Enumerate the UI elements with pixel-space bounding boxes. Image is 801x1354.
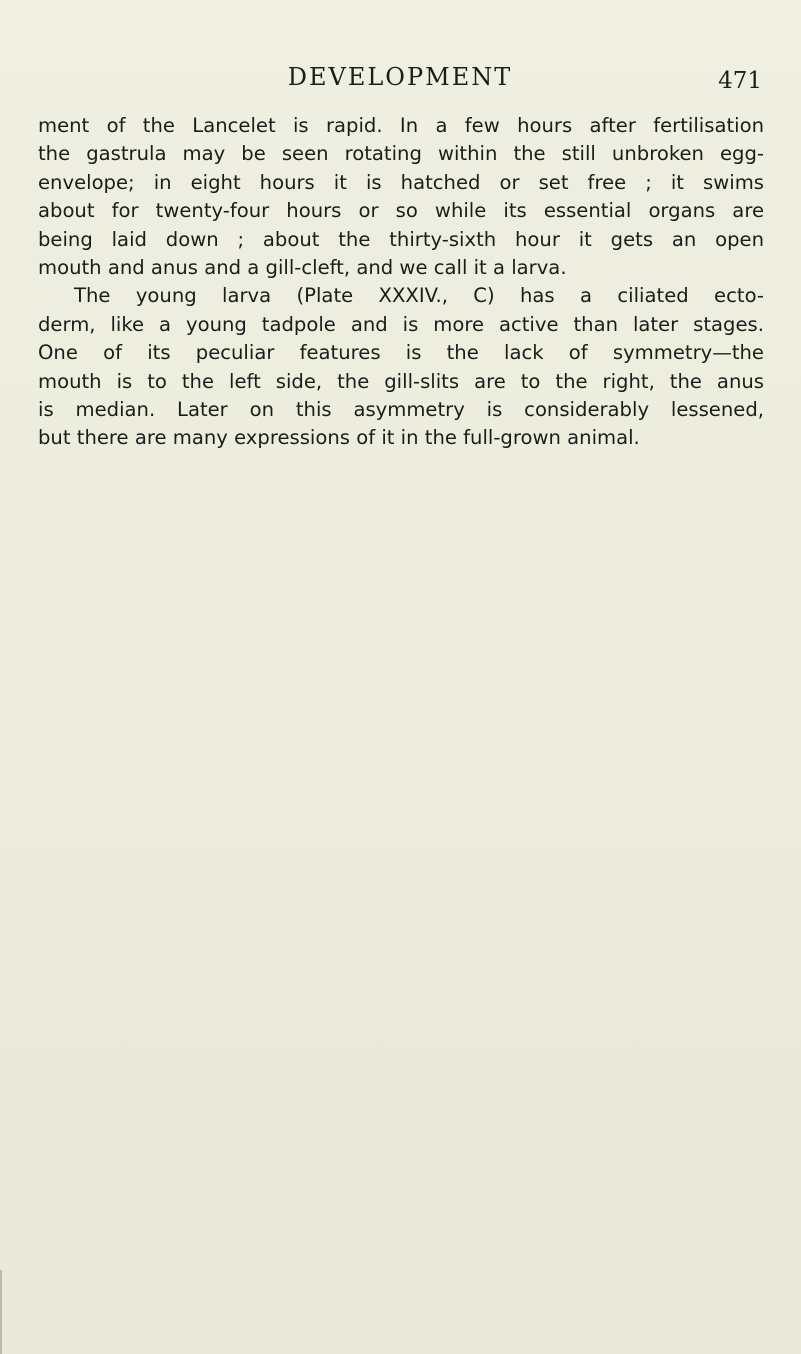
running-head — [38, 62, 762, 96]
text-line: mouth and anus and a gill-cleft, and we call it a larva. — [38, 255, 567, 279]
text-line: mouth is to the left side, the gill-slits are to the right, the anus — [38, 369, 764, 393]
page-number: 471 — [718, 68, 762, 94]
text-line: but there are many expressions of it in the full-grown animal. — [38, 426, 640, 450]
text-line: being laid down ; about the thirty-sixth hour it gets an open — [38, 227, 764, 251]
text-line: The young larva (Plate XXXIV., C) has a ciliated ecto- — [74, 284, 764, 308]
text-line: about for twenty-four hours or so while its essential organs are — [38, 199, 764, 223]
text-line: envelope; in eight hours it is hatched or set free ; it swims — [38, 170, 764, 194]
body-text — [38, 112, 764, 453]
text-line: derm, like a young tadpole and is more active than later stages. — [38, 312, 764, 336]
paragraph-1 — [38, 112, 764, 282]
paragraph-2 — [38, 282, 764, 452]
page-edge-line — [0, 1270, 2, 1354]
text-line: ment of the Lancelet is rapid. In a few hours after fertilisation — [38, 114, 764, 137]
text-line: One of its peculiar features is the lack of symmetry—the — [38, 341, 764, 365]
chapter-title: DEVELOPMENT — [287, 63, 513, 91]
text-line: is median. Later on this asymmetry is considerably lessened, — [38, 397, 764, 421]
text-line: the gastrula may be seen rotating within the still unbroken egg- — [38, 142, 764, 166]
